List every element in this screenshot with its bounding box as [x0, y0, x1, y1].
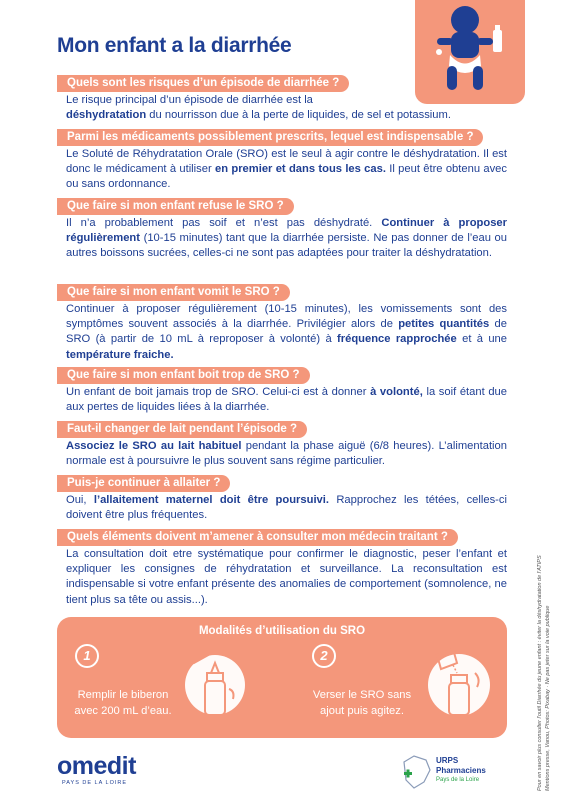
answer-drinks-too-much: Un enfant de boit jamais trop de SRO. Celui-ci est à donner à volonté, la soif étant due aux pertes de liquides liées à la diarrhée. — [66, 386, 507, 414]
answer-refuses: Il n’a probablement pas soif et n’est pas déshydraté. Continuer à proposer régulièrement (10-15 minutes) tant que la diarrhée persiste. Ne pas donner de l’eau ou autres boissons sucrées, celles-ci ne sont pas adaptées pour traiter la déshydratation. — [66, 217, 508, 260]
step-1-number: 1 — [75, 644, 99, 668]
question-consult: Quels éléments doivent m’amener à consulter mon médecin traitant ? — [57, 529, 458, 546]
omedit-logo-subtitle: PAYS DE LA LOIRE — [62, 780, 128, 786]
side-legal-text: Pour en savoir plus consulter l’outil Diarrhée du jeune enfant : éviter la déshydratation de l’ATIPS Mentions presse, Vanou, Photos: Pixabay · Ne pas jeter sur la voie publique — [537, 555, 551, 791]
sro-usage-box — [57, 617, 507, 738]
answer-milk: Associez le SRO au lait habituel pendant la phase aiguë (6/8 heures). L’alimentation normale est à poursuivre le plus souvent sans régime particulier. — [66, 440, 507, 468]
question-breastfeeding: Puis-je continuer à allaiter ? — [57, 475, 230, 492]
bottle-fill-icon — [185, 645, 245, 725]
answer-breastfeeding: Oui, l’allaitement maternel doit être poursuivi. Rapprochez les tétées, celles-ci doivent être plus fréquentes. — [66, 494, 507, 522]
answer-vomits: Continuer à proposer régulièrement (10-15 minutes), les vomissements sont des symptômes souvent associés à la diarrhée. Privilégier alors de petites quantités de SRO (à partir de 10 mL à reproposer à volonté) à fréquence rapprochée et à une température fraiche. — [66, 303, 508, 361]
urps-region-label: Pays de la Loire — [436, 777, 480, 783]
question-medication: Parmi les médicaments possiblement prescrits, lequel est indispensable ? — [57, 129, 483, 146]
step-2-number: 2 — [312, 644, 336, 668]
urps-logo — [400, 752, 500, 792]
urps-label: URPS — [436, 756, 459, 765]
question-drinks-too-much: Que faire si mon enfant boit trop de SRO ? — [57, 367, 310, 384]
answer-risks: Le risque principal d’un épisode de diarrhée est la déshydratation du nourrisson due à la perte de liquides, de sel et potassium. — [66, 94, 451, 122]
question-milk: Faut-il changer de lait pendant l’épisode ? — [57, 421, 307, 438]
baby-icon — [415, 0, 525, 104]
baby-illustration — [415, 0, 525, 104]
question-risks: Quels sont les risques d’un épisode de diarrhée ? — [57, 75, 349, 92]
page-title: Mon enfant a la diarrhée — [57, 34, 292, 57]
answer-medication: Le Soluté de Réhydratation Orale (SRO) est le seul à agir contre le déshydratation. Il est donc le médicament à utiliser en premier et dans tous les cas. Il peut être obtenu avec ou sans ordonnance. — [66, 148, 507, 191]
bottle-sachet-icon — [427, 643, 491, 727]
sro-usage-title: Modalités d’utilisation du SRO — [198, 625, 366, 637]
urps-pharmaciens-label: Pharmaciens — [436, 766, 486, 775]
omedit-logo: omedit — [57, 752, 136, 780]
step-1-text: Remplir le biberon avec 200 mL d’eau. — [74, 689, 172, 717]
question-vomits: Que faire si mon enfant vomit le SRO ? — [57, 284, 290, 301]
answer-consult: La consultation doit etre systématique pour confirmer le diagnostic, peser l’enfant et expliquer les consignes de réhydratation et surveillance. La reconsultation est indispensable si votre enfant présente des anomalies de comportement (somnolence, ne tient plus sa tête ou assis...). — [66, 548, 507, 606]
question-refuses: Que faire si mon enfant refuse le SRO ? — [57, 198, 294, 215]
region-map-icon — [400, 752, 434, 792]
step-2-text: Verser le SRO sans ajout puis agitez. — [312, 689, 412, 717]
